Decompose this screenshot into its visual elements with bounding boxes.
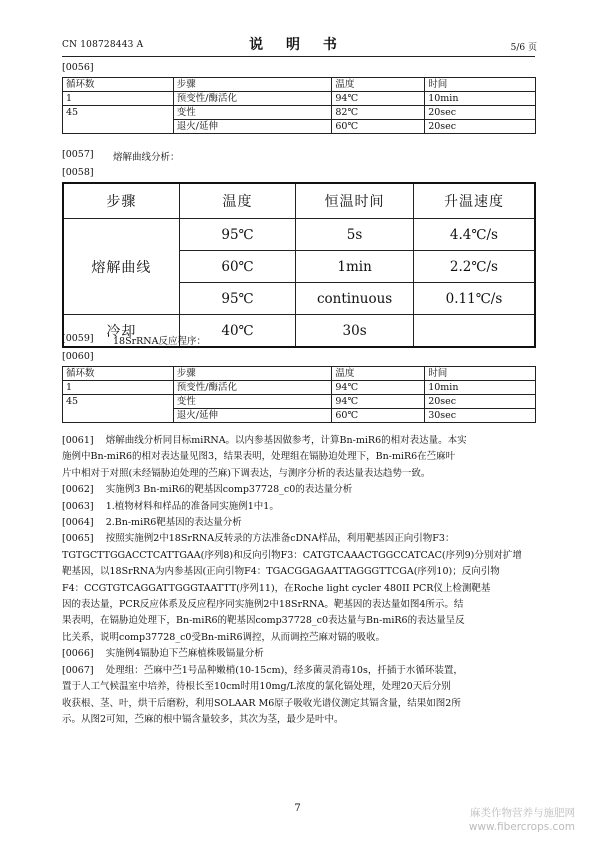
table-cell: 94℃	[332, 395, 425, 409]
table-cell: 95℃	[179, 283, 295, 315]
page-indicator: 5/6 页	[510, 43, 537, 53]
publication-number: CN 108728443 A	[62, 40, 144, 50]
watermark-line: www.fibercrops.com	[468, 821, 575, 833]
rrna-program-heading: 18SrRNA反应程序：	[113, 336, 206, 347]
table-cell: 60℃	[332, 409, 425, 423]
table-cell: 95℃	[179, 219, 295, 251]
pcr-program-table-1	[62, 77, 536, 134]
table-cell: 94℃	[332, 381, 425, 395]
body-text	[62, 433, 536, 728]
text-line: 示。从图2可知，苎麻的根中镉含量较多，其次为茎，最少是叶中。	[62, 713, 344, 725]
paragraph-tag-0056: [0056]	[62, 62, 94, 73]
header-cell: 步骤	[63, 183, 179, 219]
table-cell: 预变性/酶活化	[173, 381, 332, 395]
melt-curve-label: 熔解曲线	[63, 219, 179, 315]
table-cell: 变性	[173, 395, 332, 409]
melt-curve-table	[62, 182, 536, 348]
table-cell: 45	[63, 106, 174, 134]
table-cell: 1min	[296, 251, 414, 283]
table-row	[63, 106, 536, 120]
text-line: 2.Bn-miR6靶基因的表达量分析	[105, 517, 242, 529]
paragraph-0064	[62, 515, 536, 531]
paragraph-0063	[62, 499, 536, 515]
paragraph-tag: [0066]	[62, 648, 94, 660]
text-line: TGTGCTTGGACCTCATTGAA(序列8)和反向引物F3：CATGTCAAACTGGCCATCAC(序列9)分别对扩增	[62, 549, 522, 561]
table-cell: 1	[63, 381, 174, 395]
table-cell: 退火/延伸	[173, 409, 332, 423]
table-cell	[413, 315, 535, 348]
melt-curve-heading: 熔解曲线分析：	[113, 152, 180, 163]
paragraph-tag: [0061]	[62, 435, 94, 446]
table-cell: 20sec	[425, 120, 536, 134]
table-header-row	[63, 78, 536, 92]
text-line: F4：CCGTGTCAGGATTGGGTAATTT(序列11)，在Roche light cycler 480II PCR仪上检测靶基	[62, 582, 491, 594]
paragraph-0065	[62, 531, 536, 646]
table-cell: 60℃	[332, 120, 425, 134]
paragraph-tag: [0063]	[62, 500, 94, 512]
table-cell: 退火/延伸	[173, 120, 332, 134]
table-cell: 5s	[296, 219, 414, 251]
text-line: 按照实施例2中18SrRNA反转录的方法准备cDNA样品，利用靶基因正向引物F3：	[105, 533, 455, 545]
text-line: 置于人工气候温室中培养，待根长至10cm时用10mg/L浓度的氯化镉处理，处理20天后分别	[62, 681, 451, 693]
table-cell: 10min	[425, 92, 536, 106]
paragraph-tag: [0064]	[62, 517, 94, 529]
paragraph-tag: [0062]	[62, 484, 94, 496]
header-cell: 恒温时间	[296, 183, 414, 219]
table-cell: continuous	[296, 283, 414, 315]
document-title: 说 明 书	[249, 37, 346, 53]
paragraph-0066	[62, 646, 536, 662]
paragraph-0067	[62, 663, 536, 729]
paragraph-0061	[62, 433, 536, 482]
header-cell: 循环数	[63, 367, 174, 381]
paragraph-0062	[62, 482, 536, 498]
text-line: 片中相对于对照(未经镉胁迫处理的苎麻)下调表达，与测序分析的表达量表达趋势一致。	[62, 467, 431, 479]
paragraph-tag-0058: [0058]	[62, 167, 94, 178]
header-cell: 循环数	[63, 78, 174, 92]
page-number: 7	[294, 803, 301, 814]
table-cell: 2.2℃/s	[413, 251, 535, 283]
table-cell: 变性	[173, 106, 332, 120]
header-cell: 时间	[425, 367, 536, 381]
paragraph-tag-0059: [0059]	[62, 333, 94, 344]
header-cell: 步骤	[173, 367, 332, 381]
header-cell: 温度	[179, 183, 295, 219]
header-cell: 时间	[425, 78, 536, 92]
text-line: 处理组：苎麻中苎1号品种嫩梢(10-15cm)，经多菌灵消毒10s，扦插于水循环装置，	[105, 664, 463, 676]
header-cell: 升温速度	[413, 183, 535, 219]
text-line: 熔解曲线分析同目标miRNA。以内参基因做参考，计算Bn-miR6的相对表达量。本实	[105, 435, 467, 446]
watermark	[469, 806, 575, 834]
table-cell: 82℃	[332, 106, 425, 120]
paragraph-tag-0060: [0060]	[62, 351, 94, 362]
pcr-program-table-2	[62, 366, 536, 423]
text-line: 果表明，在镉胁迫处理下，Bn-miR6的靶基因comp37728_c0表达量与Bn-miR6的表达量呈反	[62, 615, 465, 627]
text-line: 收获根、茎、叶，烘干后磨粉，利用SOLAAR M6原子吸收光谱仪测定其镉含量，结果如图2所	[62, 697, 461, 709]
table-cell: 20sec	[425, 395, 536, 409]
cooling-label: 冷却	[63, 315, 179, 348]
table-row	[63, 381, 536, 395]
header-divider	[62, 56, 535, 57]
text-line: 1.植物材料和样品的准备同实施例1中1。	[105, 500, 279, 512]
table-cell: 20sec	[425, 106, 536, 120]
table-cell: 30sec	[425, 409, 536, 423]
paragraph-tag-0057: [0057]	[62, 149, 94, 160]
watermark-line: 麻类作物营养与施肥网	[470, 807, 575, 819]
header-cell: 温度	[332, 78, 425, 92]
table-cell: 0.11℃/s	[413, 283, 535, 315]
table-header-row	[63, 367, 536, 381]
table-cell: 4.4℃/s	[413, 219, 535, 251]
table-cell: 45	[63, 395, 174, 423]
text-line: 施例中Bn-miR6的相对表达量见图3，结果表明，处理组在镉胁迫处理下，Bn-miR6在苎麻叶	[62, 451, 456, 463]
table-cell: 94℃	[332, 92, 425, 106]
table-cell: 1	[63, 92, 174, 106]
text-line: 靶基因，以18SrRNA为内参基因(正向引物F4：TGACGGAGAATTAGGGTTCGA(序列10)；反向引物	[62, 566, 500, 578]
table-row	[63, 92, 536, 106]
table-cell: 30s	[296, 315, 414, 348]
header-cell: 温度	[332, 367, 425, 381]
table-cell: 40℃	[179, 315, 295, 348]
table-cell: 预变性/酶活化	[173, 92, 332, 106]
table-row	[63, 395, 536, 409]
table-header-row	[63, 183, 535, 219]
paragraph-tag: [0067]	[62, 664, 94, 676]
table-cell: 10min	[425, 381, 536, 395]
text-line: 因的表达量，PCR反应体系及反应程序同实施例2中18SrRNA。靶基因的表达量如图4所示。结	[62, 599, 464, 611]
header-cell: 步骤	[173, 78, 332, 92]
text-line: 实施例4镉胁迫下苎麻植株吸镉量分析	[105, 648, 264, 660]
table-row	[63, 219, 535, 251]
text-line: 实施例3 Bn-miR6的靶基因comp37728_c0的表达量分析	[105, 484, 353, 496]
table-cell: 60℃	[179, 251, 295, 283]
text-line: 比关系，说明comp37728_c0受Bn-miR6调控，从而调控苎麻对镉的吸收。	[62, 631, 386, 643]
paragraph-tag: [0065]	[62, 533, 94, 545]
